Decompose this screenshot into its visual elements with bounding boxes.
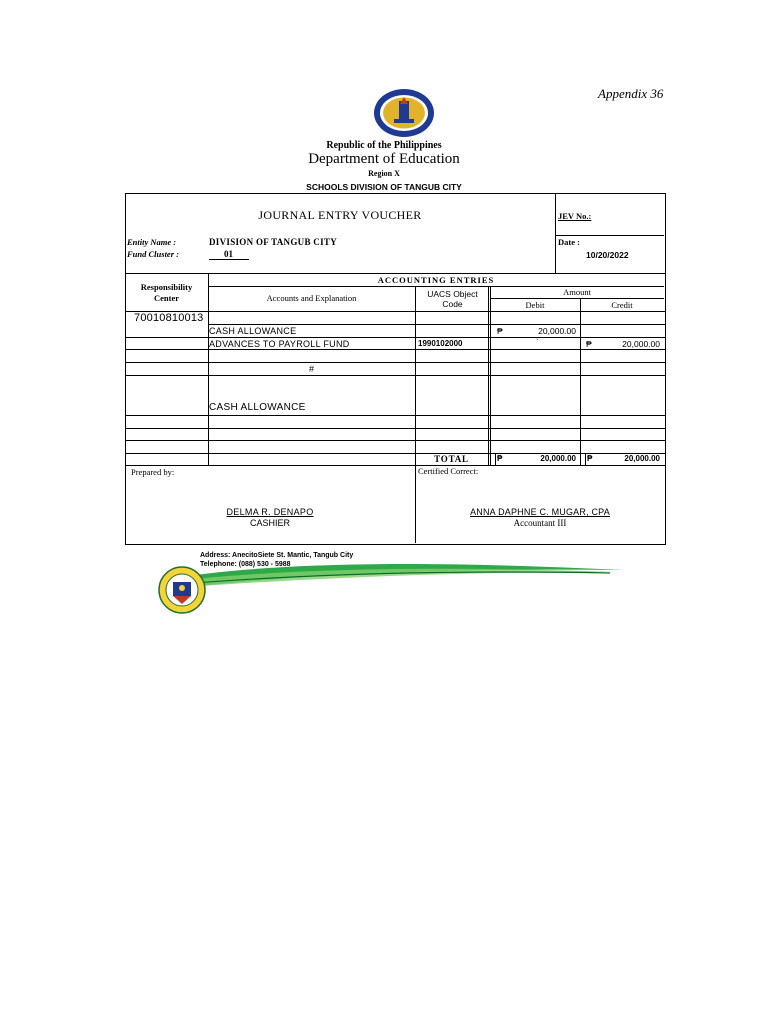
row1-debit: 20,000.00 xyxy=(538,326,576,336)
jev-no-label: JEV No.: xyxy=(558,211,592,221)
fund-cluster-value: 01 xyxy=(224,249,233,259)
department-title: Department of Education xyxy=(308,151,460,167)
total-credit-peso: ₱ xyxy=(587,454,593,463)
date-label: Date : xyxy=(558,237,580,247)
row2-credit: 20,000.00 xyxy=(622,339,660,349)
credit-header: Credit xyxy=(611,300,633,310)
total-debit: 20,000.00 xyxy=(540,454,576,463)
accounting-entries-header: ACCOUNTING ENTRIES xyxy=(377,275,495,285)
division-seal-logo xyxy=(158,566,206,614)
row2-uacs: 1990102000 xyxy=(418,339,463,348)
region-label: Region X xyxy=(368,169,400,178)
row1-account: CASH ALLOWANCE xyxy=(209,326,297,336)
footer-telephone: Telephone: (088) 530 - 5988 xyxy=(200,561,291,568)
amount-header: Amount xyxy=(563,287,591,297)
hash-mark: # xyxy=(308,364,314,374)
row2-peso-sign: ₱ xyxy=(586,339,592,349)
republic-title: Republic of the Philippines xyxy=(326,140,442,151)
footer-address: Address: AnecitoSiete St. Mantic, Tangub City xyxy=(200,552,354,559)
resp-center-value: 70010810013 xyxy=(134,312,204,324)
entity-name-value: DIVISION OF TANGUB CITY xyxy=(209,237,338,247)
row2-account: ADVANCES TO PAYROLL FUND xyxy=(209,339,350,349)
prepared-by-title: CASHIER xyxy=(249,518,290,528)
resp-center-header-1: Responsibility xyxy=(140,282,193,292)
resp-center-header-2: Center xyxy=(153,293,179,303)
certified-title: Accountant III xyxy=(513,518,567,528)
debit-header: Debit xyxy=(525,300,545,310)
appendix-label: Appendix 36 xyxy=(598,86,664,101)
fund-cluster-label: Fund Cluster : xyxy=(127,249,179,259)
deped-seal-logo xyxy=(372,88,436,138)
row1-peso-sign: ₱ xyxy=(497,326,503,336)
green-swoosh-decoration xyxy=(150,560,630,590)
voucher-title: JOURNAL ENTRY VOUCHER xyxy=(258,208,422,222)
uacs-header-1: UACS Object xyxy=(427,289,478,299)
total-label: TOTAL xyxy=(434,454,469,464)
division-label: SCHOOLS DIVISION OF TANGUB CITY xyxy=(306,182,462,192)
date-value: 10/20/2022 xyxy=(586,250,629,260)
total-debit-peso: ₱ xyxy=(497,454,503,463)
uacs-header-2: Code xyxy=(442,299,463,309)
explanation-text: CASH ALLOWANCE xyxy=(209,402,306,413)
certified-name: ANNA DAPHNE C. MUGAR, CPA xyxy=(470,507,610,517)
certified-correct-label: Certified Correct: xyxy=(418,466,479,476)
prepared-by-name: DELMA R. DENAPO xyxy=(226,507,314,517)
entity-name-label: Entity Name : xyxy=(127,237,177,247)
row2-debit: ` xyxy=(536,337,539,347)
prepared-by-label: Prepared by: xyxy=(131,467,175,477)
accounts-explanation-header: Accounts and Explanation xyxy=(266,293,357,303)
total-credit: 20,000.00 xyxy=(624,454,660,463)
